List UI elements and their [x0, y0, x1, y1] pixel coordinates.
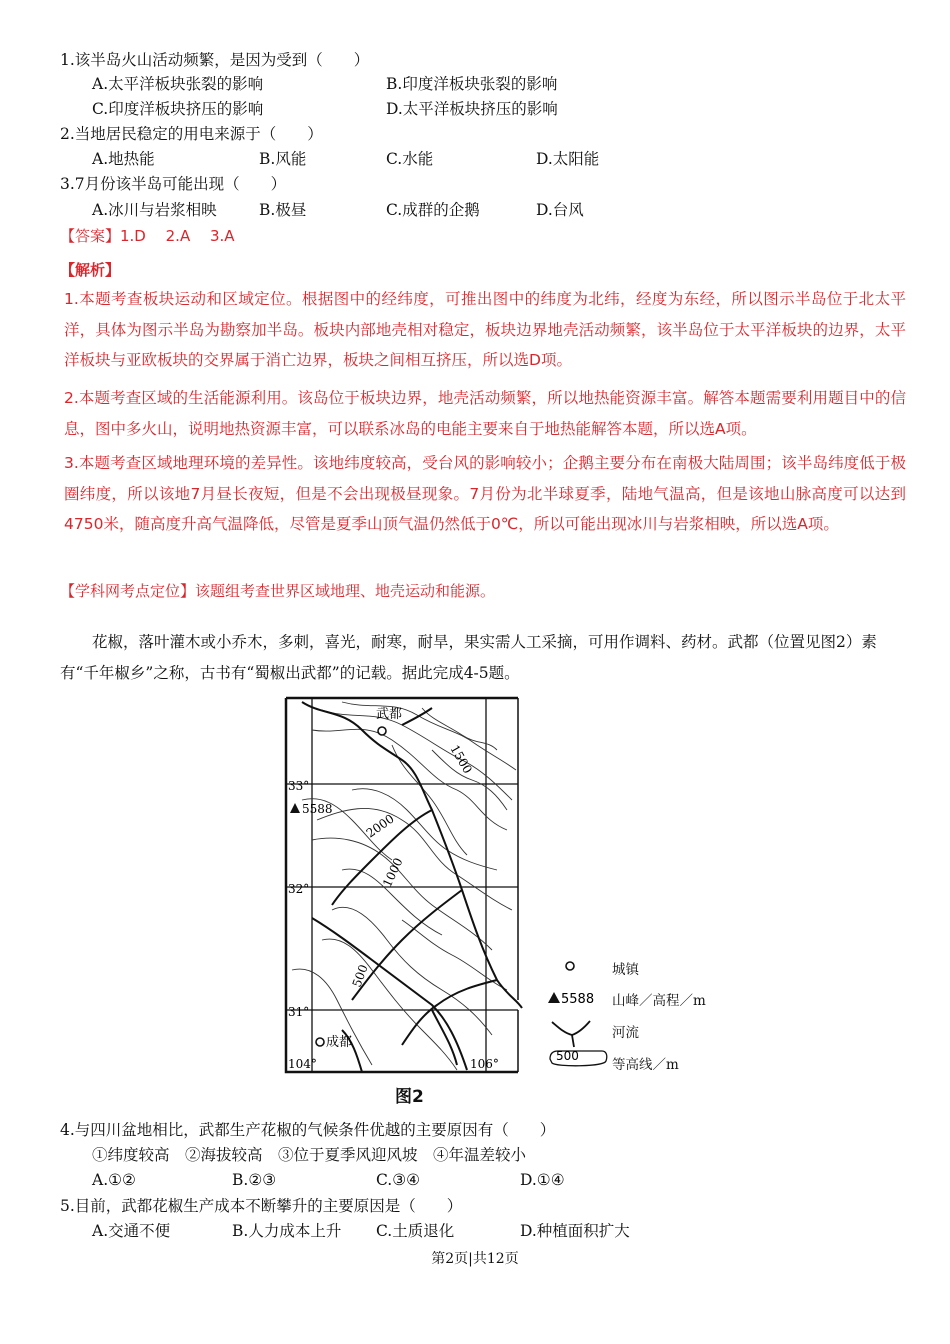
q5-stem: 5.目前，武都花椒生产成本不断攀升的主要原因是（ ） [60, 1197, 463, 1215]
legend-town: 城镇 [612, 962, 639, 978]
town-wudu-label: 武都 [376, 707, 403, 722]
town-wudu-marker [378, 727, 386, 735]
q1-stem: 1.该半岛火山活动频繁，是因为受到（ ） [60, 51, 370, 69]
intro-paragraph: 花椒，落叶灌木或小乔木，多刺，喜光，耐寒，耐旱，果实需人工采摘，可用作调料、药材。武都（位置见图2）素有“千年椒乡”之称，古书有“蜀椒出武都”的记载。据此完成4-5题。 [60, 633, 877, 682]
legend-peak-sample: 5588 [561, 992, 595, 1007]
q5-option-d: D.种植面积扩大 [520, 1222, 630, 1240]
q5-option-a: A.交通不便 [92, 1222, 171, 1240]
q2-stem: 2.当地居民稳定的用电来源于（ ） [60, 125, 323, 143]
contour-label-2000: 2000 [363, 811, 397, 841]
contour-label-1500: 1500 [447, 742, 475, 776]
q1-option-b: B.印度洋板块张裂的影响 [386, 75, 558, 93]
q3-option-b: B.极昼 [259, 201, 307, 219]
lat-31: 31° [288, 1005, 310, 1019]
q1-option-a: A.太平洋板块张裂的影响 [92, 75, 264, 93]
q2-option-d: D.太阳能 [536, 150, 600, 168]
legend-river: 河流 [612, 1025, 639, 1041]
figure-caption: 图2 [395, 1087, 424, 1107]
q3-stem: 3.7月份该半岛可能出现（ ） [60, 175, 287, 193]
q2-option-b: B.风能 [259, 150, 307, 168]
lat-33: 33° [288, 779, 310, 793]
map-grid [286, 698, 518, 1072]
q4-option-d: D.①④ [520, 1171, 565, 1189]
lon-106: 106° [470, 1057, 499, 1071]
q4-items: ①纬度较高 ②海拔较高 ③位于夏季风迎风坡 ④年温差较小 [92, 1146, 527, 1164]
q4-option-a: A.①② [92, 1171, 136, 1189]
town-chengdu-marker [316, 1038, 324, 1046]
q3-option-d: D.台风 [536, 201, 584, 219]
lat-32: 32° [288, 882, 310, 896]
q5-option-b: B.人力成本上升 [232, 1222, 342, 1240]
legend-peak: 山峰／高程／m [612, 993, 706, 1009]
answer: 【答案】1.D 2.A 3.A [60, 227, 235, 245]
q2-option-c: C.水能 [386, 150, 434, 168]
map-contours [292, 702, 516, 1070]
contour-label-1000: 1000 [380, 855, 406, 890]
analysis-1: 1.本题考查板块运动和区域定位。根据图中的经纬度，可推出图中的纬度为北纬，经度为东经，所以图示半岛位于北太平洋，具体为图示半岛为勘察加半岛。板块内部地壳相对稳定，板块边界地壳活动频繁，该半岛位于太平洋板块的边界，太平洋板块与亚欧板块的交界属于消亡边界，板块之间相互挤压，所以选D项。 [64, 290, 906, 369]
q3-option-a: A.冰川与岩浆相映 [92, 201, 217, 219]
q1-option-d: D.太平洋板块挤压的影响 [386, 100, 558, 118]
legend-contour-sample: 500 [556, 1049, 579, 1063]
peak-elevation: 5588 [302, 802, 333, 816]
analysis-2: 2.本题考查区域的生活能源利用。该岛位于板块边界，地壳活动频繁，所以地热能资源丰富。解答本题需要利用题目中的信息，图中多火山，说明地热资源丰富，可以联系冰岛的电能主要来自于地热能解答本题，所以选A项。 [64, 389, 906, 438]
map-frame [286, 698, 518, 1072]
q4-stem: 4.与四川盆地相比，武都生产花椒的气候条件优越的主要原因有（ ） [60, 1121, 556, 1139]
contour-label-500: 500 [349, 962, 371, 990]
map-figure-2 [282, 690, 532, 1082]
legend-river-icon [552, 1021, 590, 1047]
page-footer: 第2页|共12页 [431, 1251, 519, 1267]
legend-symbols [546, 955, 616, 1075]
kaodian: 【学科网考点定位】该题组考查世界区域地理、地壳运动和能源。 [60, 582, 496, 600]
q5-option-c: C.土质退化 [376, 1222, 455, 1240]
q4-option-b: B.②③ [232, 1171, 277, 1189]
lon-104: 104° [288, 1057, 317, 1071]
peak-triangle-icon [290, 803, 300, 813]
legend-town-icon [566, 962, 574, 970]
analysis-title: 【解析】 [60, 261, 121, 279]
legend-peak-icon [548, 992, 560, 1003]
legend-contour: 等高线／m [612, 1057, 679, 1073]
q4-option-c: C.③④ [376, 1171, 421, 1189]
q3-option-c: C.成群的企鹅 [386, 201, 480, 219]
q1-option-c: C.印度洋板块挤压的影响 [92, 100, 264, 118]
q2-option-a: A.地热能 [92, 150, 155, 168]
town-chengdu-label: 成都 [326, 1035, 353, 1050]
analysis-3: 3.本题考查区域地理环境的差异性。该地纬度较高，受台风的影响较小；企鹅主要分布在南极大陆周围；该半岛纬度低于极圈纬度，所以该地7月昼长夜短，但是不会出现极昼现象。7月份为北半球夏季，陆地气温高，但是该地山脉高度可以达到4750米，随高度升高气温降低，尽管是夏季山顶气温仍然低于0℃，所以可能出现冰川与岩浆相映，所以选A项。 [64, 454, 906, 533]
